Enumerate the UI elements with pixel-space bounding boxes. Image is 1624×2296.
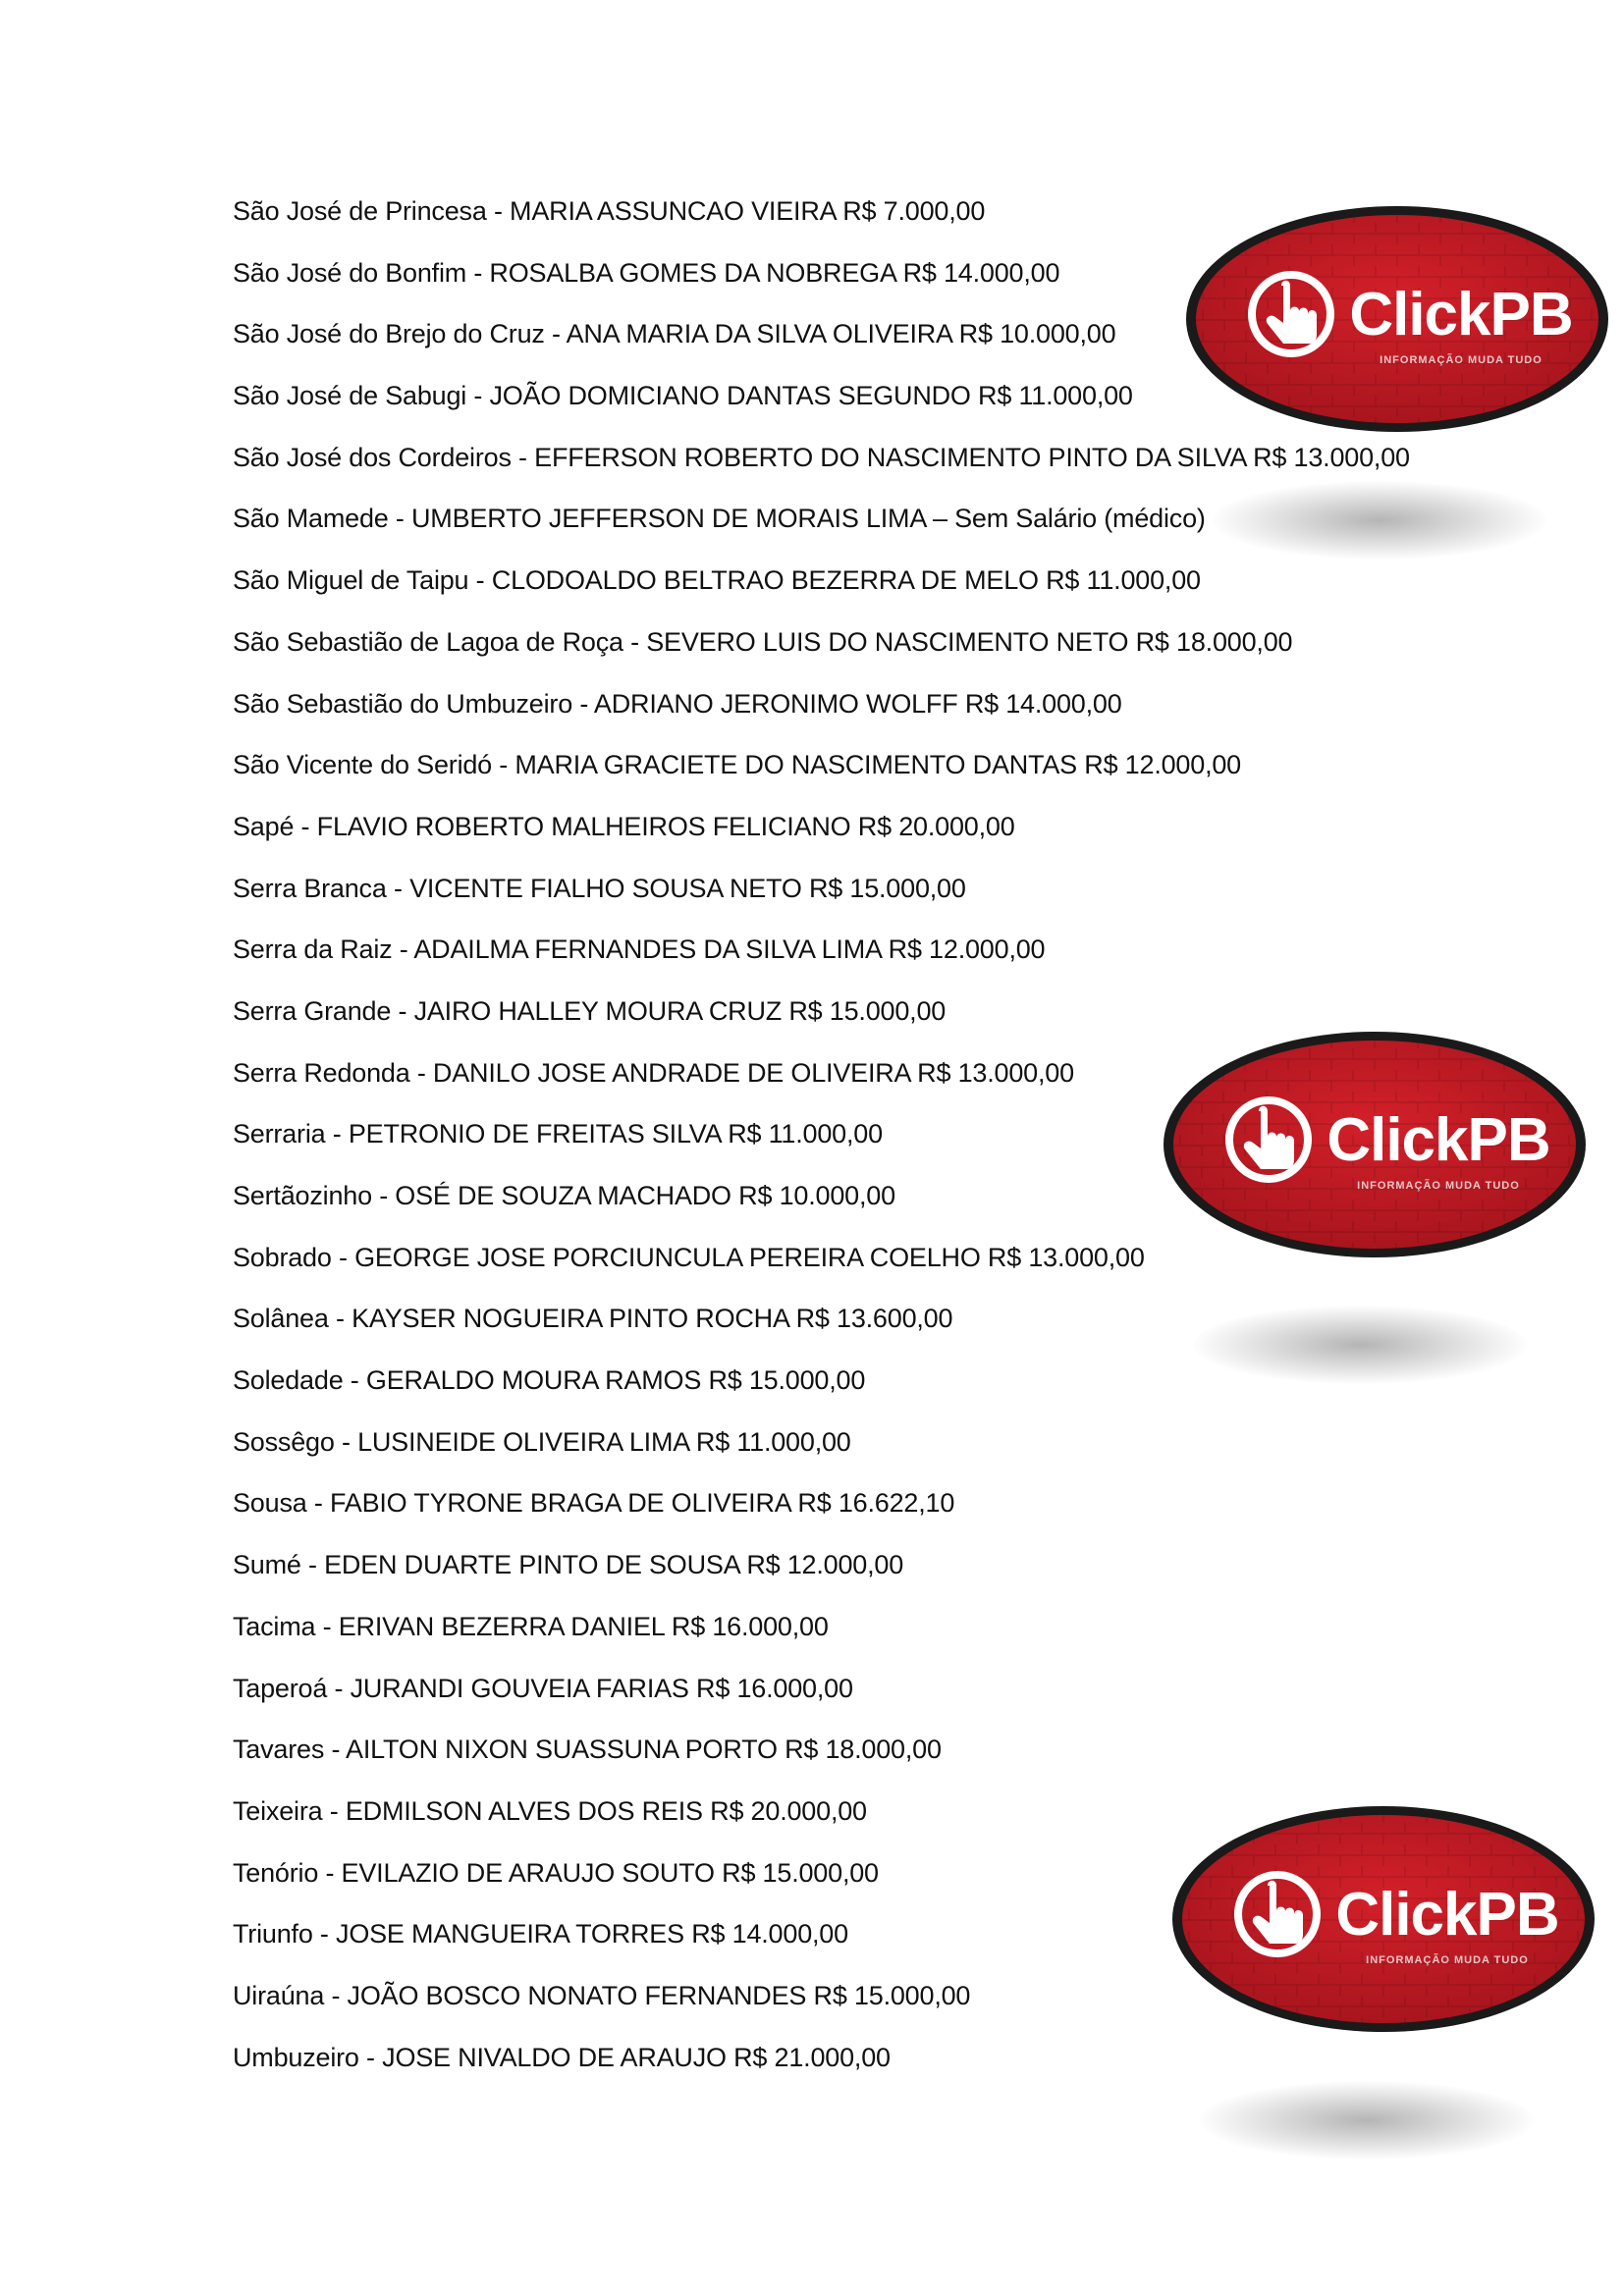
list-item: Tavares - AILTON NIXON SUASSUNA PORTO R$ 18.000,00 [233,1735,942,1765]
list-item: Sousa - FABIO TYRONE BRAGA DE OLIVEIRA R$ 16.622,10 [233,1488,955,1519]
list-item: Teixeira - EDMILSON ALVES DOS REIS R$ 20.000,00 [233,1795,867,1826]
list-item: São José de Sabugi - JOÃO DOMICIANO DANTAS SEGUNDO R$ 11.000,00 [233,381,1133,411]
logo-wordmark: ClickPB [1335,1881,1559,1949]
list-item: Sumé - EDEN DUARTE PINTO DE SOUSA R$ 12.000,00 [233,1550,904,1580]
clickpb-logo [1181,201,1613,437]
clickpb-logo [1159,1027,1591,1262]
list-item: Sertãozinho - OSÉ DE SOUZA MACHADO R$ 10.000,00 [233,1181,895,1210]
list-item: Tenório - EVILAZIO DE ARAUJO SOUTO R$ 15.000,00 [233,1857,879,1888]
list-item: Serraria - PETRONIO DE FREITAS SILVA R$ 11.000,00 [233,1119,883,1149]
list-item: Serra da Raiz - ADAILMA FERNANDES DA SILVA LIMA R$ 12.000,00 [233,934,1046,965]
list-item: São Sebastião de Lagoa de Roça - SEVERO LUIS DO NASCIMENTO NETO R$ 18.000,00 [233,626,1293,657]
list-item: Taperoá - JURANDI GOUVEIA FARIAS R$ 16.000,00 [233,1673,853,1703]
list-item: Serra Grande - JAIRO HALLEY MOURA CRUZ R$ 15.000,00 [233,995,947,1026]
list-item: São José de Princesa - MARIA ASSUNCAO VIEIRA R$ 7.000,00 [233,196,986,226]
logo-tagline: INFORMAÇÃO MUDA TUDO [1366,1954,1529,1966]
list-item: Serra Redonda - DANILO JOSE ANDRADE DE OLIVEIRA R$ 13.000,00 [233,1057,1074,1088]
list-item: Serra Branca - VICENTE FIALHO SOUSA NETO R$ 15.000,00 [233,873,966,903]
list-item: São José do Brejo do Cruz - ANA MARIA DA SILVA OLIVEIRA R$ 10.000,00 [233,319,1116,349]
logo-shadow [1200,2081,1534,2160]
list-item: Umbuzeiro - JOSE NIVALDO DE ARAUJO R$ 21.000,00 [233,2042,891,2072]
list-item: Sossêgo - LUSINEIDE OLIVEIRA LIMA R$ 11.000,00 [233,1426,851,1457]
list-item: Tacima - ERIVAN BEZERRA DANIEL R$ 16.000,00 [233,1611,829,1641]
logo-shadow [1213,481,1546,560]
list-item: Soledade - GERALDO MOURA RAMOS R$ 15.000,00 [233,1365,866,1396]
clickpb-logo [1167,1801,1599,2037]
list-item: São Sebastião do Umbuzeiro - ADRIANO JERONIMO WOLFF R$ 14.000,00 [233,688,1122,719]
list-item: São Miguel de Taipu - CLODOALDO BELTRAO BEZERRA DE MELO R$ 11.000,00 [233,565,1201,596]
logo-tagline: INFORMAÇÃO MUDA TUDO [1380,354,1543,366]
logo-shadow [1193,1306,1527,1384]
list-item: Sapé - FLAVIO ROBERTO MALHEIROS FELICIANO R$ 20.000,00 [233,811,1015,841]
list-item: Sobrado - GEORGE JOSE PORCIUNCULA PEREIRA COELHO R$ 13.000,00 [233,1242,1145,1272]
list-item: São Vicente do Seridó - MARIA GRACIETE DO NASCIMENTO DANTAS R$ 12.000,00 [233,750,1241,780]
list-item: Uiraúna - JOÃO BOSCO NONATO FERNANDES R$ 15.000,00 [233,1980,971,2010]
list-item: São José do Bonfim - ROSALBA GOMES DA NOBREGA R$ 14.000,00 [233,257,1060,288]
logo-wordmark: ClickPB [1349,281,1573,348]
list-item: São José dos Cordeiros - EFFERSON ROBERTO DO NASCIMENTO PINTO DA SILVA R$ 13.000,00 [233,442,1410,472]
logo-wordmark: ClickPB [1326,1106,1550,1174]
list-item: São Mamede - UMBERTO JEFFERSON DE MORAIS LIMA – Sem Salário (médico) [233,504,1206,534]
logo-tagline: INFORMAÇÃO MUDA TUDO [1357,1180,1520,1192]
list-item: Triunfo - JOSE MANGUEIRA TORRES R$ 14.000,00 [233,1919,848,1949]
list-item: Solânea - KAYSER NOGUEIRA PINTO ROCHA R$ 13.600,00 [233,1304,953,1334]
